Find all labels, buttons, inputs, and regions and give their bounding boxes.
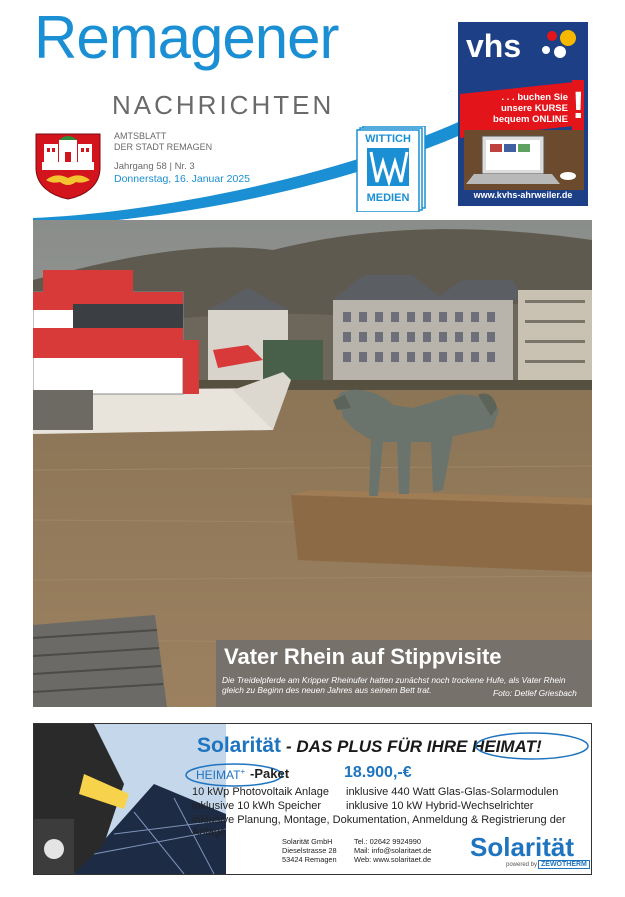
publisher-name: WITTICH — [365, 133, 411, 145]
company-address — [282, 837, 337, 864]
ad-left-line2: inklusive 10 kWh Speicher — [192, 800, 322, 812]
package-name — [196, 767, 245, 782]
address-line3: 53424 Remagen — [282, 855, 337, 864]
vhs-dots-icon — [534, 28, 584, 70]
publisher-logo — [355, 126, 427, 212]
photo-credit: Foto: Detlef Griesbach — [493, 688, 577, 698]
package-suffix: -Paket — [250, 766, 290, 781]
vhs-url[interactable]: www.kvhs-ahrweiler.de — [473, 190, 573, 200]
masthead-subtitle: NACHRICHTEN — [112, 90, 335, 120]
ad-left-line1: 10 kWp Photovoltaik Anlage — [192, 786, 329, 798]
address-line1: Solarität GmbH — [282, 837, 333, 846]
vhs-banner-line1: . . . buchen Sie — [501, 92, 568, 103]
vhs-logo: vhs — [466, 28, 522, 64]
official-gazette-city: DER STADT REMAGEN — [114, 142, 213, 152]
ad-right-line2: inklusive 10 kW Hybrid-Wechselrichter — [346, 800, 534, 812]
vhs-exclamation: ! — [572, 80, 584, 136]
vhs-banner-line2: unsere KURSE — [500, 103, 568, 114]
laptop-icon — [464, 130, 584, 190]
package-price: 18.900,-€ — [344, 764, 412, 781]
vhs-advertisement[interactable] — [458, 22, 588, 206]
company-contact — [354, 837, 431, 864]
issue-date: Donnerstag, 16. Januar 2025 — [114, 173, 251, 185]
contact-web[interactable]: Web: www.solaritaet.de — [354, 855, 432, 864]
masthead-title: Remagener — [34, 4, 339, 71]
powered-by-label: powered by — [506, 862, 538, 868]
vhs-banner-text — [464, 92, 568, 125]
cover-caption-text: Die Treidelpferde am Kripper Rheinufer hatten zunächst noch trockene Hufe, als Vater Rhein gleich zu Beginn des neuen Jahres aus seinem Bett trat. — [222, 675, 566, 695]
ad-right-line1: inklusive 440 Watt Glas-Glas-Solarmodulen — [346, 786, 559, 798]
contact-phone: Tel.: 02642 9924990 — [354, 837, 421, 846]
city-crest-icon — [32, 130, 104, 200]
solar-advertisement[interactable] — [33, 723, 592, 875]
cover-headline: Vater Rhein auf Stippvisite — [224, 644, 502, 669]
partner-logo: ZEWOTHERM — [538, 860, 590, 869]
solar-slogan: - DAS PLUS FÜR IHRE HEIMAT! — [286, 737, 542, 756]
solar-brand-logo: Solarität — [197, 734, 282, 757]
address-line2: Dieselstrasse 28 — [282, 846, 337, 855]
contact-mail[interactable]: Mail: info@solaritaet.de — [354, 846, 432, 855]
slogan-swoosh — [474, 730, 590, 762]
cover-photo — [33, 220, 592, 707]
package-plus: + — [240, 767, 246, 776]
solar-brand-logo-large: Solarität — [470, 832, 575, 862]
package-name-text: HEIMAT — [196, 768, 241, 782]
issue-number: Jahrgang 58 | Nr. 3 — [114, 161, 195, 172]
publisher-media: MEDIEN — [366, 192, 410, 204]
ad-full-line: inklusive Planung, Montage, Dokumentation, Anmeldung & Registrierung der Anlage — [192, 814, 566, 838]
official-gazette-label: AMTSBLATT — [114, 131, 167, 141]
vhs-banner-line3: bequem ONLINE — [493, 114, 568, 125]
